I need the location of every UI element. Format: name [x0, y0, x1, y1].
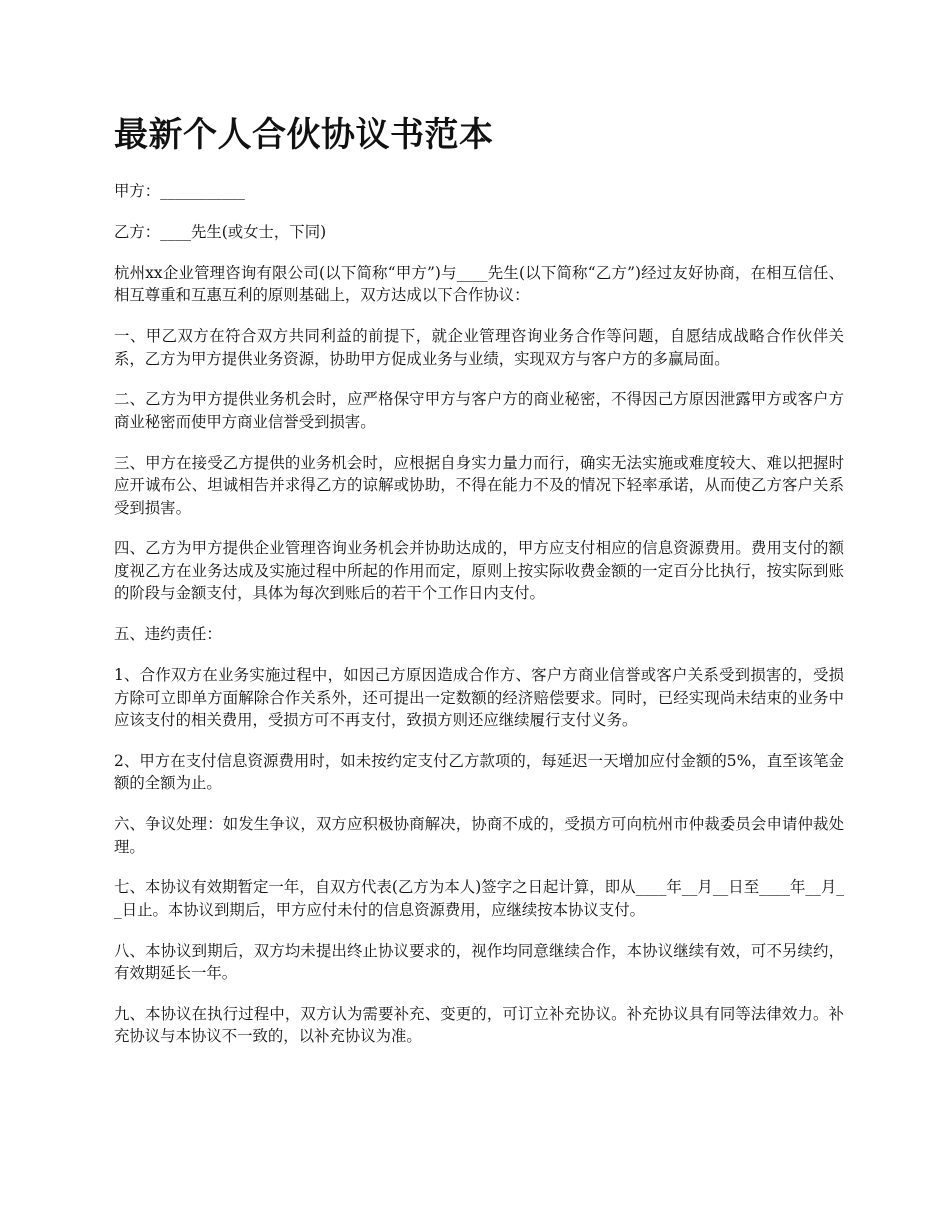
- clause-8: 八、本协议到期后，双方均未提出终止协议要求的，视作均同意继续合作，本协议继续有效，可不另续约，有效期延长一年。: [114, 941, 844, 983]
- clause-1: 一、甲乙双方在符合双方共同利益的前提下，就企业管理咨询业务合作等问题，自愿结成战略合作伙伴关系，乙方为甲方提供业务资源，协助甲方促成业务与业绩，实现双方与客户方的多赢局面。: [114, 327, 844, 368]
- clause-2: 二、乙方为甲方提供业务机会时，应严格保守甲方与客户方的商业秘密，不得因己方原因泄露甲方或客户方商业秘密而使甲方商业信誉受到损害。: [114, 390, 844, 431]
- clause-9: 九、本协议在执行过程中，双方认为需要补充、变更的，可订立补充协议。补充协议具有同等法律效力。补充协议与本协议不一致的，以补充协议为准。: [114, 1005, 844, 1046]
- party-b-line: 乙方：____先生(或女士，下同): [114, 222, 327, 241]
- clause-5-item-2: 2、甲方在支付信息资源费用时，如未按约定支付乙方款项的，每延迟一天增加应付金额的5%，直至该笔金额的全额为止。: [114, 751, 844, 793]
- clause-6: 六、争议处理：如发生争议，双方应积极协商解决，协商不成的，受损方可向杭州市仲裁委员会申请仲裁处理。: [114, 815, 844, 856]
- party-a-line: 甲方：___________: [114, 182, 245, 200]
- document-page: [114, 112, 844, 1066]
- preamble-paragraph: 杭州xx企业管理咨询有限公司(以下简称“甲方”)与____先生(以下简称“乙方”)经过友好协商，在相互信任、相互尊重和互惠互利的原则基础上，双方达成以下合作协议：: [114, 263, 844, 305]
- clause-3: 三、甲方在接受乙方提供的业务机会时，应根据自身实力量力而行，确实无法实施或难度较大、难以把握时应开诚布公、坦诚相告并求得乙方的谅解或协助，不得在能力不及的情况下轻率承诺，从而使乙方客户关系受到损害。: [114, 453, 844, 517]
- document-title: 最新个人合伙协议书范本: [114, 115, 494, 155]
- clause-4: 四、乙方为甲方提供企业管理咨询业务机会并协助达成的，甲方应支付相应的信息资源费用。费用支付的额度视乙方在业务达成及实施过程中所起的作用而定，原则上按实际收费金额的一定百分比执行，按实际到账的阶段与金额支付，具体为每次到账后的若干个工作日内支付。: [114, 539, 844, 603]
- clause-7: 七、本协议有效期暂定一年，自双方代表(乙方为本人)签字之日起计算，即从____年__月__日至____年__月__日止。本协议到期后，甲方应付未付的信息资源费用，应继续按本协议支付。: [114, 878, 844, 919]
- clause-5-heading: 五、违约责任：: [114, 625, 222, 644]
- clause-5-item-1: 1、合作双方在业务实施过程中，如因己方原因造成合作方、客户方商业信誉或客户关系受到损害的，受损方除可立即单方面解除合作关系外，还可提出一定数额的经济赔偿要求。同时，已经实现尚未结束的业务中应该支付的相关费用，受损方可不再支付，致损方则还应继续履行支付义务。: [114, 666, 844, 729]
